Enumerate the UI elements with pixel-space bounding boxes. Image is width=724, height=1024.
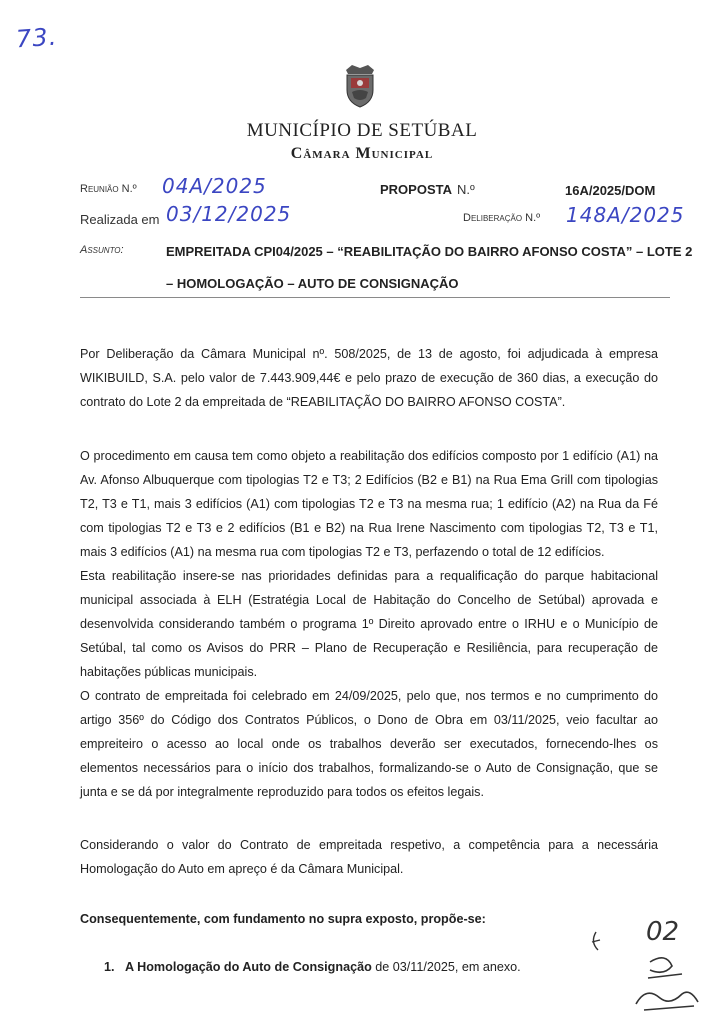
paragraph-1-text: Por Deliberação da Câmara Municipal nº. 508/2025, de 13 de agosto, foi adjudicada à empresa WIKIBUILD, S.A. pelo valor de 7.443.909,44€ e pelo prazo de execução de 360 dias, a execução do contrato do Lote 2 da empreitada de “REABILITAÇÃO DO BAIRRO AFONSO COSTA”. <box>80 347 658 409</box>
proposta-value: 16A/2025/DOM <box>565 183 656 198</box>
paragraph-objeto <box>80 444 658 684</box>
item-1-number: 1. <box>104 960 115 974</box>
assunto-label: Assunto: <box>80 244 124 256</box>
assunto-line-2: – HOMOLOGAÇÃO – AUTO DE CONSIGNAÇÃO <box>166 276 459 291</box>
realizada-label: Realizada em <box>80 212 160 227</box>
assunto-line-1: EMPREITADA CPI04/2025 – “REABILITAÇÃO DO BAIRRO AFONSO COSTA” – LOTE 2 <box>166 244 693 259</box>
reuniao-value: 04A/2025 <box>162 174 267 198</box>
paragraph-propoe <box>80 907 658 931</box>
handwritten-signature-icon <box>586 906 706 1018</box>
municipal-crest-icon <box>340 62 380 110</box>
proposta-label: PROPOSTA <box>380 182 452 197</box>
paragraph-4-text: O contrato de empreitada foi celebrado em 24/09/2025, pelo que, nos termos e no cumprimento do artigo 356º do Código dos Contratos Públicos, o Dono de Obra em 03/11/2025, veio facultar ao empreiteiro o acesso ao local onde os trabalhos deverão ser executados, fornecendo-lhes os elementos necessários para o início dos trabalhos, formalizando-se o Auto de Consignação, que se junta e se dá por integralmente reproduzido para todos os efeitos legais. <box>80 689 658 799</box>
deliberacao-value: 148A/2025 <box>566 203 685 227</box>
chamber-subtitle: Câmara Municipal <box>290 145 434 162</box>
deliberacao-label: Deliberação N.º <box>463 212 541 224</box>
municipality-title: MUNICÍPIO DE SETÚBAL <box>246 120 478 141</box>
paragraph-adjudicacao <box>80 342 658 414</box>
item-1-bold-text: A Homologação do Auto de Consignação <box>125 960 372 974</box>
proposal-item-1 <box>104 960 521 974</box>
paragraph-contrato <box>80 684 658 804</box>
item-1-rest-text: de 03/11/2025, em anexo. <box>371 960 521 974</box>
svg-text:02: 02 <box>646 917 680 947</box>
paragraph-6-text: Consequentemente, com fundamento no supra exposto, propõe-se: <box>80 912 486 926</box>
paragraph-2-text: O procedimento em causa tem como objeto a reabilitação dos edifícios composto por 1 edifício (A1) na Av. Afonso Albuquerque com tipologias T2 e T3; 2 Edifícios (B2 e B1) na Rua Ema Grill com tipologias T2, T3 e T1, mais 3 edifícios (A1) com tipologias T2 e T3 na mesma rua; 1 edifício (A2) na Rua da Fé com tipologias T2 e T3 e 2 edifícios (B1 e B2) na Rua Irene Nascimento com tipologias T2, T3 e T1, mais 3 edifícios (A1) na mesma rua com tipologias T2 e T3, perfazendo o total de 12 edifícios. <box>80 449 658 559</box>
proposta-number-label: N.º <box>457 182 475 197</box>
header-divider <box>80 297 670 298</box>
realizada-value: 03/12/2025 <box>166 202 292 226</box>
paragraph-3-text: Esta reabilitação insere-se nas prioridades definidas para a requalificação do parque habitacional municipal associada à ELH (Estratégia Local de Habitação do Concelho de Setúbal) aprovada e desenvolvida considerando também o programa 1º Direito aprovado entre o IRHU e o Município de Setúbal, tal como os Avisos do PRR – Plano de Recuperação e Resiliência, para recuperação de habitações públicas municipais. <box>80 569 658 679</box>
reuniao-label: Reunião N.º <box>80 183 137 195</box>
paragraph-5-text: Considerando o valor do Contrato de empreitada respetivo, a competência para a necessária Homologação do Auto em apreço é da Câmara Municipal. <box>80 838 658 876</box>
page-number: 73. <box>15 22 59 54</box>
paragraph-competencia <box>80 833 658 881</box>
